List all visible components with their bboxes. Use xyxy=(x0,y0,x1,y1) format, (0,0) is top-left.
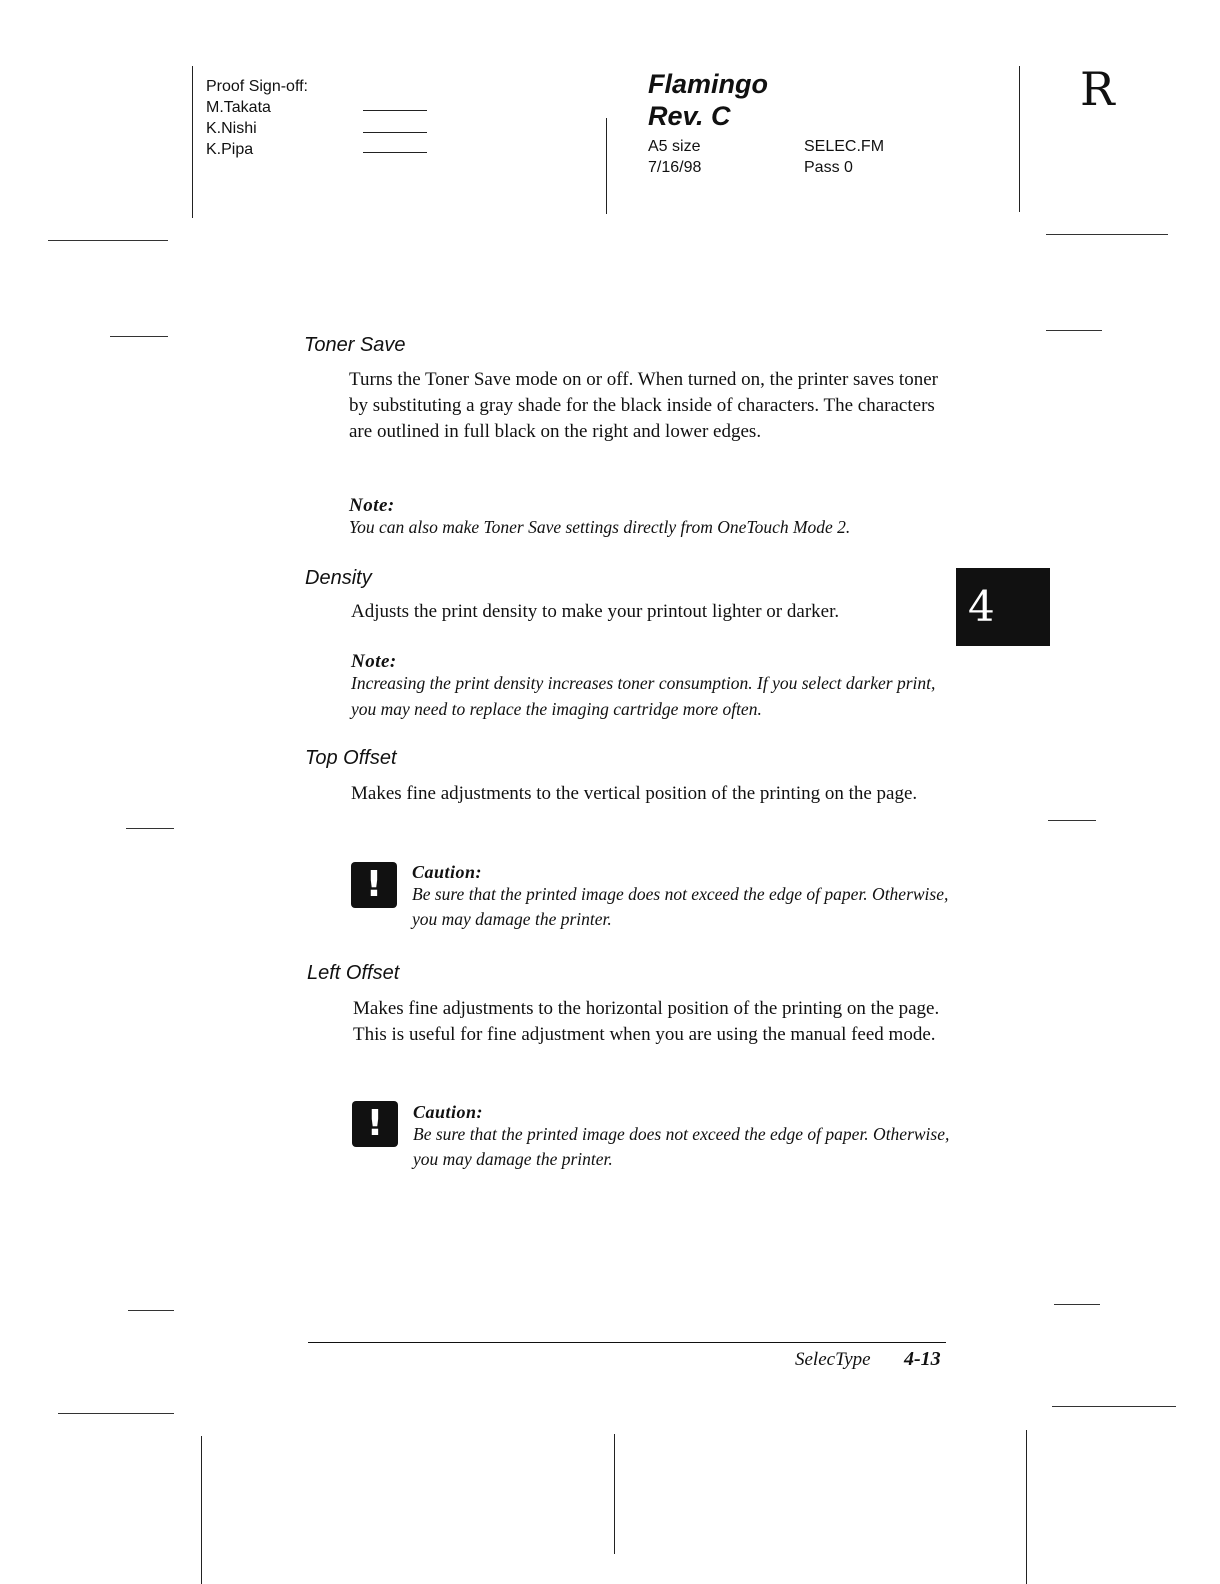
section-body-left-offset: Makes fine adjustments to the horizontal position of the printing on the page. This is useful for fine adjustment when you are using the manual feed mode. xyxy=(353,998,940,1045)
caution-label: Caution: xyxy=(412,862,483,882)
section-title-density: Density xyxy=(305,567,372,589)
crop-mark xyxy=(126,828,174,829)
note-label: Note: xyxy=(349,495,395,516)
caution-label: Caution: xyxy=(413,1102,484,1122)
section-title-top-offset: Top Offset xyxy=(305,747,397,769)
footer-rule xyxy=(308,1342,946,1343)
signer-name: M.Takata xyxy=(206,99,271,116)
signature-line xyxy=(363,132,427,133)
caution-text: Be sure that the printed image does not exceed the edge of paper. Otherwise, you may damage the printer. xyxy=(413,1124,950,1169)
crop-mark xyxy=(128,1310,174,1311)
crop-mark xyxy=(1052,1406,1176,1407)
pass-number: Pass 0 xyxy=(804,159,853,176)
crop-mark xyxy=(48,240,168,241)
section-title-toner-save: Toner Save xyxy=(304,334,406,356)
caution-text: Be sure that the printed image does not exceed the edge of paper. Otherwise, you may damage the printer. xyxy=(412,884,949,929)
meta-size-date xyxy=(648,136,701,178)
crop-mark xyxy=(614,1434,615,1554)
section-body-toner-save: Turns the Toner Save mode on or off. When turned on, the printer saves toner by substituting a gray shade for the black inside of characters. The characters are outlined in full black on the right and lower edges. xyxy=(349,369,938,442)
signer-name: K.Pipa xyxy=(206,141,254,158)
document-title: Flamingo xyxy=(648,69,768,99)
meta-file-pass xyxy=(804,136,884,178)
section-body-top-offset: Makes fine adjustments to the vertical position of the printing on the page. xyxy=(351,783,918,804)
corner-mark: R xyxy=(1080,62,1115,116)
note-label: Note: xyxy=(351,651,397,672)
page-number: 4-13 xyxy=(904,1348,941,1370)
crop-mark xyxy=(606,118,607,214)
crop-mark xyxy=(58,1413,174,1414)
signature-line xyxy=(363,152,427,153)
crop-mark xyxy=(110,336,168,337)
section-title-left-offset: Left Offset xyxy=(307,962,400,984)
signature-line xyxy=(363,110,427,111)
page-size: A5 size xyxy=(648,138,701,155)
proof-signoff xyxy=(206,76,308,160)
document-date: 7/16/98 xyxy=(648,159,702,176)
footer-section-name: SelecType xyxy=(795,1349,871,1370)
signer-name: K.Nishi xyxy=(206,120,257,137)
crop-mark xyxy=(1046,330,1102,331)
chapter-tab xyxy=(956,568,1050,646)
document-title-block xyxy=(648,68,768,132)
caution-icon: ! xyxy=(352,1101,398,1147)
crop-mark xyxy=(1019,66,1020,212)
crop-mark xyxy=(1054,1304,1100,1305)
crop-mark xyxy=(1048,820,1096,821)
document-revision: Rev. C xyxy=(648,101,731,131)
note-text: You can also make Toner Save settings directly from OneTouch Mode 2. xyxy=(349,517,851,537)
section-body-density: Adjusts the print density to make your printout lighter or darker. xyxy=(351,601,840,622)
crop-mark xyxy=(1046,234,1168,235)
crop-mark xyxy=(1026,1430,1027,1584)
caution-icon: ! xyxy=(351,862,397,908)
crop-mark xyxy=(192,66,193,218)
chapter-number: 4 xyxy=(968,582,995,631)
crop-mark xyxy=(201,1436,202,1584)
note-text: Increasing the print density increases toner consumption. If you select darker print, you may need to replace the imaging cartridge more often. xyxy=(351,673,936,719)
proof-label: Proof Sign-off: xyxy=(206,78,308,95)
file-name: SELEC.FM xyxy=(804,138,885,155)
